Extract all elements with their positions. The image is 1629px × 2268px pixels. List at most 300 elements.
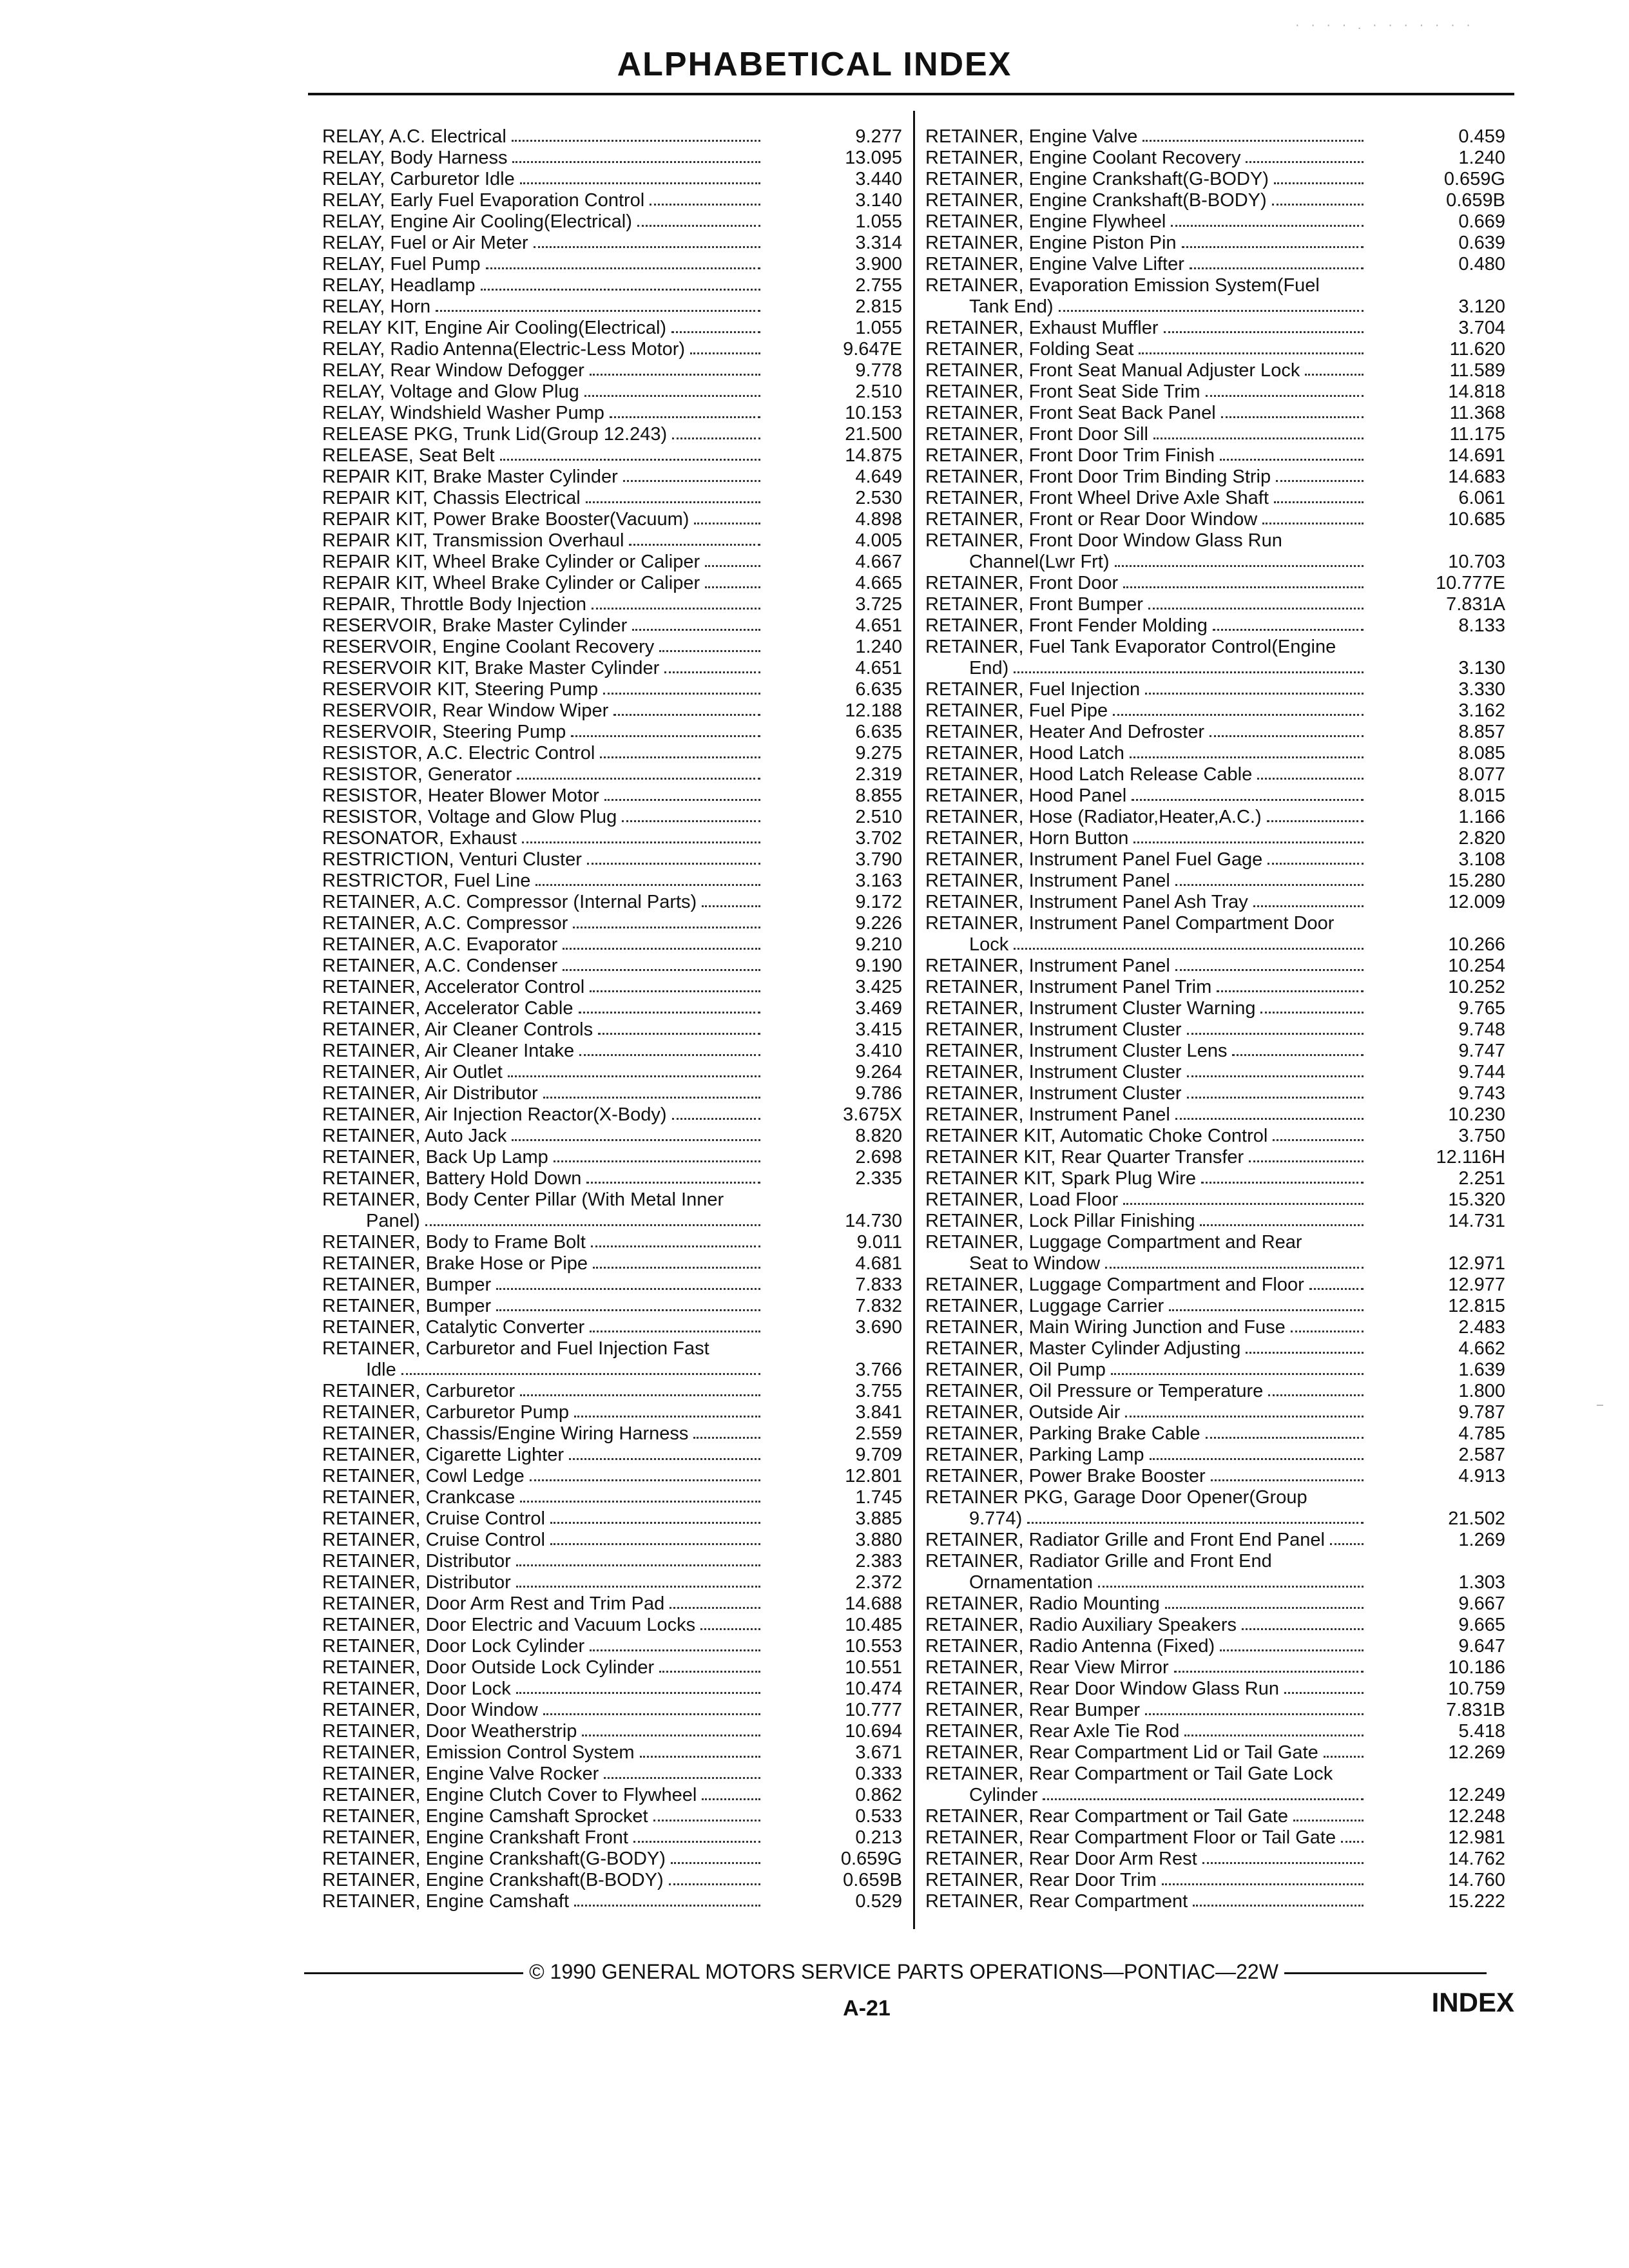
index-entry	[925, 1147, 1505, 1168]
dot-leader	[600, 756, 760, 758]
index-entry	[925, 1168, 1505, 1189]
entry-label: RETAINER, Engine Crankshaft Front	[322, 1827, 628, 1848]
dot-leader	[1182, 246, 1364, 248]
dot-leader	[569, 1458, 760, 1460]
dot-leader	[516, 1692, 760, 1694]
dot-leader	[671, 331, 760, 333]
dot-leader	[1242, 1628, 1364, 1630]
index-entry	[322, 764, 902, 785]
index-entry	[322, 743, 902, 764]
index-entry	[322, 1211, 902, 1232]
index-entry	[925, 424, 1505, 445]
index-entry	[925, 1891, 1505, 1912]
dot-leader	[1249, 1160, 1364, 1162]
dot-leader	[436, 310, 760, 312]
index-entry	[322, 1742, 902, 1763]
entry-label: RETAINER, Luggage Compartment and Rear	[925, 1232, 1302, 1253]
entry-reference: 3.415	[855, 1019, 902, 1040]
entry-label: RETAINER, Air Cleaner Intake	[322, 1041, 575, 1061]
dot-leader	[1268, 863, 1364, 865]
index-entry	[925, 956, 1505, 977]
entry-reference: 10.474	[845, 1678, 902, 1699]
entry-reference: 3.790	[855, 849, 902, 870]
entry-label: RETAINER, Bumper	[322, 1274, 492, 1295]
entry-label: RESERVOIR, Steering Pump	[322, 722, 566, 742]
entry-label: RETAINER, Engine Crankshaft(G-BODY)	[322, 1849, 666, 1869]
index-entry	[322, 1593, 902, 1615]
entry-reference: 14.760	[1448, 1870, 1505, 1890]
entry-reference: 9.747	[1458, 1041, 1505, 1061]
dot-leader	[690, 352, 760, 354]
index-entry	[322, 1402, 902, 1423]
index-entry	[925, 977, 1505, 998]
entry-label: Idle	[366, 1360, 396, 1380]
index-entry	[925, 1466, 1505, 1487]
entry-reference: 0.213	[855, 1827, 902, 1848]
dot-leader	[669, 1883, 760, 1885]
index-entry	[925, 1445, 1505, 1466]
dot-leader	[1268, 1394, 1364, 1396]
entry-label: RETAINER, Door Outside Lock Cylinder	[322, 1657, 655, 1678]
entry-reference: 14.875	[845, 445, 902, 466]
entry-label: REPAIR KIT, Brake Master Cylinder	[322, 466, 618, 487]
entry-reference: 1.745	[855, 1487, 902, 1508]
index-entry	[322, 126, 902, 148]
entry-label: RETAINER, Hood Panel	[925, 785, 1127, 806]
entry-reference: 0.533	[855, 1806, 902, 1827]
entry-reference: 10.266	[1448, 934, 1505, 955]
entry-label: RETAINER, Door Lock Cylinder	[322, 1636, 585, 1657]
section-label: INDEX	[1431, 1987, 1514, 2017]
entry-reference: 8.133	[1458, 615, 1505, 636]
entry-label: RETAINER, Radio Mounting	[925, 1593, 1160, 1614]
entry-reference: 0.639	[1458, 233, 1505, 253]
entry-reference: 0.459	[1458, 126, 1505, 147]
index-entry	[925, 1742, 1505, 1763]
entry-reference: 2.483	[1458, 1317, 1505, 1338]
entry-label: RETAINER, Fuel Tank Evaporator Control(Engine	[925, 637, 1336, 657]
index-entry	[322, 594, 902, 615]
entry-label: RELAY, Rear Window Defogger	[322, 360, 584, 381]
entry-label: RETAINER, Exhaust Muffler	[925, 318, 1159, 338]
dot-leader	[1111, 1373, 1364, 1375]
dot-leader	[1273, 1139, 1364, 1141]
index-entry	[322, 722, 902, 743]
entry-reference: 2.815	[855, 296, 902, 317]
entry-reference: 9.264	[855, 1062, 902, 1082]
entry-label: RETAINER, Engine Crankshaft(G-BODY)	[925, 169, 1269, 189]
dot-leader	[604, 799, 760, 801]
entry-label: RETAINER, Engine Crankshaft(B-BODY)	[925, 190, 1267, 211]
entry-label: RETAINER, Front or Rear Door Window	[925, 509, 1258, 530]
index-entry	[925, 1041, 1505, 1062]
entry-label: RETAINER, Engine Camshaft	[322, 1891, 570, 1912]
entry-reference: 1.240	[1458, 148, 1505, 168]
entry-label: RETAINER, Horn Button	[925, 828, 1129, 849]
index-column-left	[322, 126, 902, 1912]
entry-reference: 3.690	[855, 1317, 902, 1338]
entry-label: RETAINER, Front Door Trim Finish	[925, 445, 1215, 466]
index-entry	[925, 1104, 1505, 1126]
dot-leader	[1274, 501, 1364, 503]
entry-label: REPAIR KIT, Wheel Brake Cylinder or Caliper	[322, 573, 700, 593]
index-entry	[322, 828, 902, 849]
entry-reference: 3.841	[855, 1402, 902, 1423]
index-entry	[925, 764, 1505, 785]
index-entry	[925, 615, 1505, 637]
dot-leader	[401, 1373, 760, 1375]
index-entry	[322, 254, 902, 275]
entry-reference: 9.744	[1458, 1062, 1505, 1082]
index-entry	[322, 1721, 902, 1742]
entry-reference: 0.659B	[843, 1870, 902, 1890]
entry-reference: 4.667	[855, 552, 902, 572]
index-entry	[925, 1636, 1505, 1657]
copyright-footer: © 1990 GENERAL MOTORS SERVICE PARTS OPERATIONS—PONTIAC—22W	[529, 1960, 1278, 1983]
entry-label: RETAINER, Rear Axle Tie Rod	[925, 1721, 1180, 1742]
index-entry	[925, 1572, 1505, 1593]
entry-label: RETAINER, Hood Latch Release Cable	[925, 764, 1253, 785]
entry-reference: 11.368	[1449, 403, 1505, 423]
index-entry	[925, 722, 1505, 743]
dot-leader	[1257, 778, 1364, 780]
entry-reference: 14.691	[1448, 445, 1505, 466]
entry-reference: 4.913	[1458, 1466, 1505, 1486]
entry-reference: 11.620	[1449, 339, 1505, 360]
dot-leader	[516, 1564, 760, 1566]
index-entry	[925, 849, 1505, 870]
entry-label: RETAINER, Door Arm Rest and Trim Pad	[322, 1593, 665, 1614]
entry-reference: 3.755	[855, 1381, 902, 1401]
dot-leader	[1267, 820, 1364, 822]
entry-label: RELAY, Early Fuel Evaporation Control	[322, 190, 645, 211]
entry-label: RETAINER, Instrument Panel	[925, 1104, 1170, 1125]
entry-label: RESISTOR, Voltage and Glow Plug	[322, 807, 617, 827]
entry-label: RETAINER, Rear Door Arm Rest	[925, 1849, 1197, 1869]
dot-leader	[586, 501, 760, 503]
dot-leader	[579, 1054, 760, 1056]
dot-leader	[702, 1798, 760, 1800]
entry-label: Seat to Window	[969, 1253, 1101, 1274]
index-entry	[925, 1806, 1505, 1827]
entry-label: RETAINER, Front Seat Manual Adjuster Lock	[925, 360, 1300, 381]
index-entry	[925, 1763, 1505, 1785]
entry-reference: 2.510	[855, 807, 902, 827]
entry-label: RETAINER, A.C. Compressor	[322, 913, 568, 934]
index-entry	[925, 552, 1505, 573]
index-entry	[925, 1274, 1505, 1296]
index-entry	[322, 1615, 902, 1636]
entry-label: RETAINER, Instrument Panel Compartment Door	[925, 913, 1335, 934]
index-entry	[322, 1381, 902, 1402]
dot-leader	[1184, 1735, 1364, 1736]
dot-leader	[1169, 1309, 1364, 1311]
dot-leader	[1027, 1522, 1364, 1524]
entry-reference: 10.703	[1448, 552, 1505, 572]
index-entry	[925, 233, 1505, 254]
dot-leader	[554, 1160, 760, 1162]
entry-label: RETAINER, A.C. Condenser	[322, 956, 558, 976]
dot-leader	[516, 1586, 760, 1588]
entry-label: RELAY, Windshield Washer Pump	[322, 403, 604, 423]
entry-label: RESERVOIR, Engine Coolant Recovery	[322, 637, 655, 657]
dot-leader	[579, 1012, 761, 1014]
entry-label: RETAINER, Door Weatherstrip	[322, 1721, 577, 1742]
entry-label: RETAINER, Engine Valve Rocker	[322, 1763, 599, 1784]
index-entry	[925, 1678, 1505, 1700]
dot-leader	[1130, 756, 1364, 758]
dot-leader	[1274, 182, 1364, 184]
scan-edge-mark	[1597, 1405, 1603, 1406]
entry-reference: 9.787	[1458, 1402, 1505, 1423]
dot-leader	[1330, 1543, 1364, 1545]
entry-reference: 9.765	[1458, 998, 1505, 1019]
entry-reference: 2.383	[855, 1551, 902, 1571]
index-entry	[322, 1296, 902, 1317]
index-entry	[322, 1763, 902, 1785]
index-entry	[322, 190, 902, 211]
entry-label: RETAINER, Door Electric and Vacuum Locks	[322, 1615, 696, 1635]
dot-leader	[590, 1331, 760, 1332]
entry-reference: 4.651	[855, 658, 902, 678]
index-entry	[322, 296, 902, 318]
entry-label: RETAINER, Engine Camshaft Sprocket	[322, 1806, 648, 1827]
entry-label: RETAINER, Rear Compartment	[925, 1891, 1188, 1912]
entry-label: RELAY, Fuel or Air Meter	[322, 233, 528, 253]
entry-label: REPAIR KIT, Chassis Electrical	[322, 488, 581, 508]
entry-label: RETAINER KIT, Automatic Choke Control	[925, 1126, 1268, 1146]
dot-leader	[1014, 948, 1364, 950]
dot-leader	[659, 650, 760, 652]
entry-label: RETAINER, Parking Brake Cable	[925, 1423, 1200, 1444]
entry-reference: 3.885	[855, 1508, 902, 1529]
entry-reference: 12.249	[1448, 1785, 1505, 1805]
index-entry	[322, 488, 902, 509]
index-entry	[322, 360, 902, 381]
entry-reference: 12.009	[1448, 892, 1505, 912]
dot-leader	[512, 140, 760, 142]
dot-leader	[629, 544, 760, 546]
index-entry	[322, 1891, 902, 1912]
entry-reference: 0.862	[855, 1785, 902, 1805]
index-entry	[322, 1530, 902, 1551]
index-entry	[925, 658, 1505, 679]
index-entry	[925, 913, 1505, 934]
dot-leader	[1210, 735, 1364, 737]
index-entry	[322, 1657, 902, 1678]
index-column-right	[925, 126, 1505, 1912]
entry-label: RETAINER, Engine Coolant Recovery	[925, 148, 1241, 168]
dot-leader	[1123, 1203, 1364, 1205]
index-entry	[322, 849, 902, 870]
index-entry	[322, 1019, 902, 1041]
entry-reference: 0.659B	[1446, 190, 1505, 211]
dot-leader	[603, 693, 760, 695]
dot-leader	[1221, 416, 1364, 418]
dot-leader	[664, 671, 760, 673]
index-entry	[925, 594, 1505, 615]
entry-label: RETAINER, Rear Bumper	[925, 1700, 1141, 1720]
entry-label: RETAINER, Radiator Grille and Front End Panel	[925, 1530, 1325, 1550]
dot-leader	[1014, 671, 1364, 673]
index-entry	[322, 424, 902, 445]
entry-reference: 14.818	[1448, 381, 1505, 402]
entry-reference: 3.440	[855, 169, 902, 189]
entry-reference: 4.898	[855, 509, 902, 530]
entry-reference: 9.011	[856, 1232, 902, 1253]
dot-leader	[1206, 395, 1364, 397]
entry-reference: 4.005	[855, 530, 902, 551]
entry-label: RETAINER, Catalytic Converter	[322, 1317, 585, 1338]
dot-leader	[1125, 1416, 1364, 1418]
entry-reference: 9.778	[855, 360, 902, 381]
entry-reference: 3.725	[855, 594, 902, 615]
entry-reference: 10.777	[845, 1700, 902, 1720]
dot-leader	[1187, 1097, 1364, 1099]
entry-label: RETAINER, Front Door	[925, 573, 1119, 593]
entry-reference: 3.702	[855, 828, 902, 849]
dot-leader	[637, 225, 760, 227]
entry-label: RETAINER, Radio Antenna (Fixed)	[925, 1636, 1215, 1657]
index-entry	[322, 169, 902, 190]
entry-label: RETAINER, Instrument Panel Trim	[925, 977, 1212, 997]
dot-leader	[508, 1075, 760, 1077]
dot-leader	[574, 1905, 760, 1907]
index-entry	[322, 658, 902, 679]
index-entry	[322, 233, 902, 254]
entry-label: RELEASE PKG, Trunk Lid(Group 12.243)	[322, 424, 668, 445]
index-entry	[925, 1827, 1505, 1849]
column-divider	[913, 111, 915, 1929]
entry-label: RETAINER, Hood Latch	[925, 743, 1124, 764]
entry-reference: 2.335	[855, 1168, 902, 1189]
entry-label: RETAINER, Oil Pressure or Temperature	[925, 1381, 1264, 1401]
dot-leader	[1175, 884, 1364, 886]
entry-reference: 11.589	[1449, 360, 1505, 381]
entry-reference: 9.277	[855, 126, 902, 147]
entry-reference: 10.685	[1448, 509, 1505, 530]
entry-reference: 10.551	[845, 1657, 902, 1678]
entry-reference: 13.095	[845, 148, 902, 168]
index-entry	[322, 977, 902, 998]
dot-leader	[1220, 459, 1364, 461]
entry-reference: 1.639	[1458, 1360, 1505, 1380]
dot-leader	[672, 1118, 760, 1120]
dot-leader	[650, 204, 760, 206]
entry-label: RETAINER, Cruise Control	[322, 1508, 545, 1529]
entry-reference: 5.418	[1458, 1721, 1505, 1742]
entry-label: RETAINER, Door Window	[322, 1700, 538, 1720]
entry-reference: 10.694	[845, 1721, 902, 1742]
entry-label: RESERVOIR, Brake Master Cylinder	[322, 615, 628, 636]
dot-leader	[1098, 1586, 1364, 1588]
dot-leader	[534, 246, 760, 248]
index-entry	[925, 1785, 1505, 1806]
entry-reference: 8.085	[1458, 743, 1505, 764]
entry-label: RETAINER, Instrument Cluster	[925, 1019, 1182, 1040]
entry-reference: 3.410	[855, 1041, 902, 1061]
entry-label: RESERVOIR, Rear Window Wiper	[322, 700, 609, 721]
index-entry	[925, 1402, 1505, 1423]
entry-reference: 3.675X	[843, 1104, 902, 1125]
entry-label: Lock	[969, 934, 1009, 955]
page-number: A-21	[843, 1996, 891, 2021]
dot-leader	[1193, 1905, 1364, 1907]
dot-leader	[1206, 1437, 1364, 1439]
dot-leader	[1132, 799, 1364, 801]
entry-label: RETAINER, Air Outlet	[322, 1062, 503, 1082]
index-entry	[925, 169, 1505, 190]
index-entry	[925, 1211, 1505, 1232]
entry-label: Tank End)	[969, 296, 1054, 317]
entry-label: RETAINER, Accelerator Cable	[322, 998, 574, 1019]
index-entry	[925, 1338, 1505, 1360]
index-entry	[925, 1870, 1505, 1891]
entry-label: RETAINER, Rear Door Window Glass Run	[925, 1678, 1280, 1699]
entry-reference: 6.635	[855, 679, 902, 700]
dot-leader	[522, 841, 760, 843]
entry-reference: 9.667	[1458, 1593, 1505, 1614]
entry-reference: 3.750	[1458, 1126, 1505, 1146]
entry-label: RETAINER, Emission Control System	[322, 1742, 635, 1763]
entry-label: RETAINER PKG, Garage Door Opener(Group	[925, 1487, 1307, 1508]
entry-label: REPAIR KIT, Power Brake Booster(Vacuum)	[322, 509, 689, 530]
dot-leader	[659, 1671, 760, 1673]
index-entry	[322, 381, 902, 403]
index-entry	[925, 1126, 1505, 1147]
index-entry	[322, 998, 902, 1019]
entry-label: RETAINER, Engine Piston Pin	[925, 233, 1177, 253]
dot-leader	[1174, 1671, 1364, 1673]
entry-label: RETAINER, Main Wiring Junction and Fuse	[925, 1317, 1286, 1338]
entry-reference: 9.172	[855, 892, 902, 912]
entry-label: RETAINER, Instrument Cluster	[925, 1062, 1182, 1082]
entry-reference: 10.254	[1448, 956, 1505, 976]
index-entry	[322, 1678, 902, 1700]
entry-label: RETAINER, Front Door Sill	[925, 424, 1148, 445]
index-entry	[925, 296, 1505, 318]
dot-leader	[1246, 161, 1364, 163]
dot-leader	[573, 927, 760, 928]
entry-label: RELAY, Body Harness	[322, 148, 508, 168]
entry-label: RELAY, Fuel Pump	[322, 254, 481, 274]
entry-label: RETAINER, Fuel Pipe	[925, 700, 1108, 721]
entry-label: RELEASE, Seat Belt	[322, 445, 495, 466]
dot-leader	[633, 1841, 760, 1843]
dot-leader	[1153, 437, 1364, 439]
index-entry	[925, 509, 1505, 530]
entry-reference: 10.252	[1448, 977, 1505, 997]
entry-label: RETAINER, Parking Lamp	[925, 1445, 1144, 1465]
entry-reference: 2.510	[855, 381, 902, 402]
entry-reference: 8.857	[1458, 722, 1505, 742]
dot-leader	[1059, 310, 1364, 312]
dot-leader	[1201, 1182, 1364, 1184]
entry-reference: 12.981	[1448, 1827, 1505, 1848]
entry-label: RETAINER, Lock Pillar Finishing	[925, 1211, 1195, 1231]
entry-label: RESTRICTOR, Fuel Line	[322, 870, 531, 891]
entry-reference: 15.280	[1448, 870, 1505, 891]
index-entry	[925, 381, 1505, 403]
dot-leader	[563, 969, 760, 971]
entry-label: Ornamentation	[969, 1572, 1093, 1593]
dot-leader	[1171, 225, 1364, 227]
index-entry	[925, 998, 1505, 1019]
entry-label: RETAINER, Brake Hose or Pipe	[322, 1253, 588, 1274]
entry-reference: 12.977	[1448, 1274, 1505, 1295]
entry-reference: 9.786	[855, 1083, 902, 1104]
entry-reference: 10.485	[845, 1615, 902, 1635]
